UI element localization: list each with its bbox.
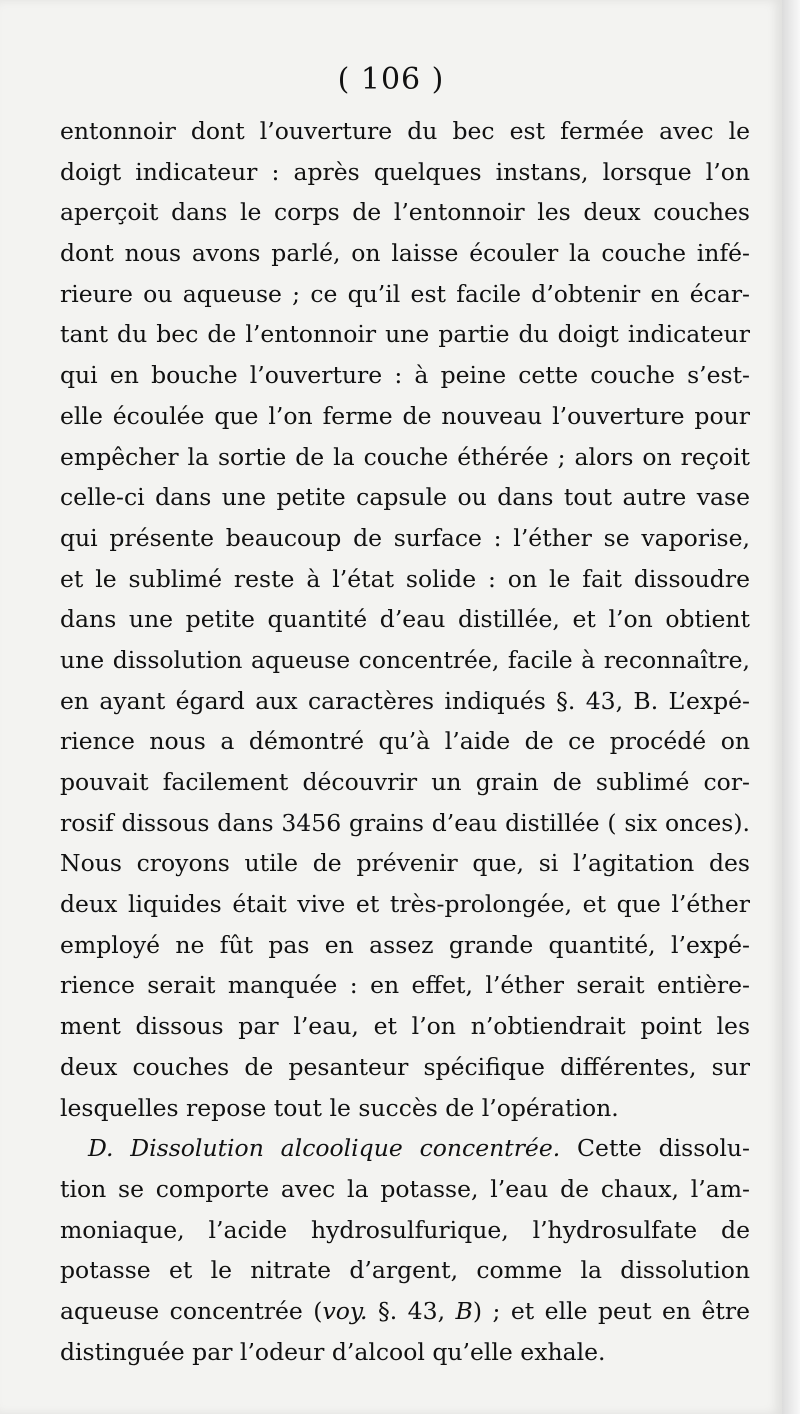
text-fragment: §. 43,	[367, 1296, 456, 1325]
text-line: empêcher la sortie de la couche éthérée ; alors on reçoit	[60, 442, 750, 471]
text-line: tant du bec de l’entonnoir une partie du doigt indicateur	[60, 320, 750, 349]
text-line: et le sublimé reste à l’état solide : on le fait dissoudre	[60, 564, 750, 593]
text-line: dans une petite quantité d’eau distillée, et l’on obtient	[60, 605, 750, 634]
text-line: doigt indicateur : après quelques instans, lorsque l’on	[60, 157, 750, 186]
text-line: pouvait facilement découvrir un grain de sublimé cor-	[60, 768, 750, 796]
text-line: qui en bouche l’ouverture : à peine cette couche s’est-	[60, 361, 750, 390]
text-line: Nous croyons utile de prévenir que, si l’agitation des	[60, 849, 750, 878]
text-line: aperçoit dans le corps de l’entonnoir les deux couches	[60, 198, 750, 227]
text-fragment: aqueuse concentrée (	[60, 1296, 323, 1325]
text-line: celle-ci dans une petite capsule ou dans tout autre vase	[60, 483, 750, 512]
text-line: deux liquides était vive et très-prolongée, et que l’éther	[60, 890, 750, 919]
text-line: en ayant égard aux caractères indiqués §. 43, B. L’expé-	[60, 686, 750, 715]
text-line: rience nous a démontré qu’à l’aide de ce procédé on	[60, 727, 750, 756]
text-line: moniaque, l’acide hydrosulfurique, l’hydrosulfate de	[60, 1215, 750, 1244]
paragraph-1	[60, 111, 750, 1128]
section-heading: D. Dissolution alcoolique concentrée.	[88, 1134, 561, 1163]
text-fragment: Cette dissolu-	[560, 1134, 750, 1163]
text-line: dont nous avons parlé, on laisse écouler la couche infé-	[60, 239, 750, 268]
page-edge	[782, 0, 800, 1414]
text-line: potasse et le nitrate d’argent, comme la dissolution	[60, 1256, 750, 1285]
text-fragment: ) ; et elle peut en être	[472, 1296, 750, 1325]
text-line: deux couches de pesanteur spécifique différentes, sur	[60, 1052, 750, 1081]
text-line: entonnoir dont l’ouverture du bec est fermée avec le	[60, 117, 750, 145]
text-line: rosif dissous dans 3456 grains d’eau distillée ( six onces).	[60, 808, 750, 837]
text-line: rience serait manquée : en effet, l’éther serait entière-	[60, 971, 750, 1000]
reference-letter: B	[455, 1296, 473, 1325]
text-line-with-reference	[60, 1291, 750, 1332]
page-number: ( 106 )	[337, 62, 445, 97]
text-line: elle écoulée que l’on ferme de nouveau l’ouverture pour	[60, 401, 750, 430]
reference-abbrev: voy.	[322, 1296, 368, 1325]
text-line: distinguée par l’odeur d’alcool qu’elle exhale.	[60, 1337, 606, 1366]
body-text	[60, 111, 750, 1372]
text-line: lesquelles repose tout le succès de l’opération.	[60, 1093, 619, 1122]
section-heading-line	[60, 1128, 750, 1169]
text-line: une dissolution aqueuse concentrée, facile à reconnaître,	[60, 645, 750, 674]
paragraph-2	[60, 1128, 750, 1372]
text-line: ment dissous par l’eau, et l’on n’obtiendrait point les	[60, 1012, 750, 1041]
text-line: employé ne fût pas en assez grande quantité, l’expé-	[60, 930, 750, 959]
text-line: qui présente beaucoup de surface : l’éther se vaporise,	[60, 523, 750, 552]
text-line: rieure ou aqueuse ; ce qu’il est facile d’obtenir en écar-	[60, 279, 750, 308]
text-line: tion se comporte avec la potasse, l’eau de chaux, l’am-	[60, 1174, 750, 1203]
